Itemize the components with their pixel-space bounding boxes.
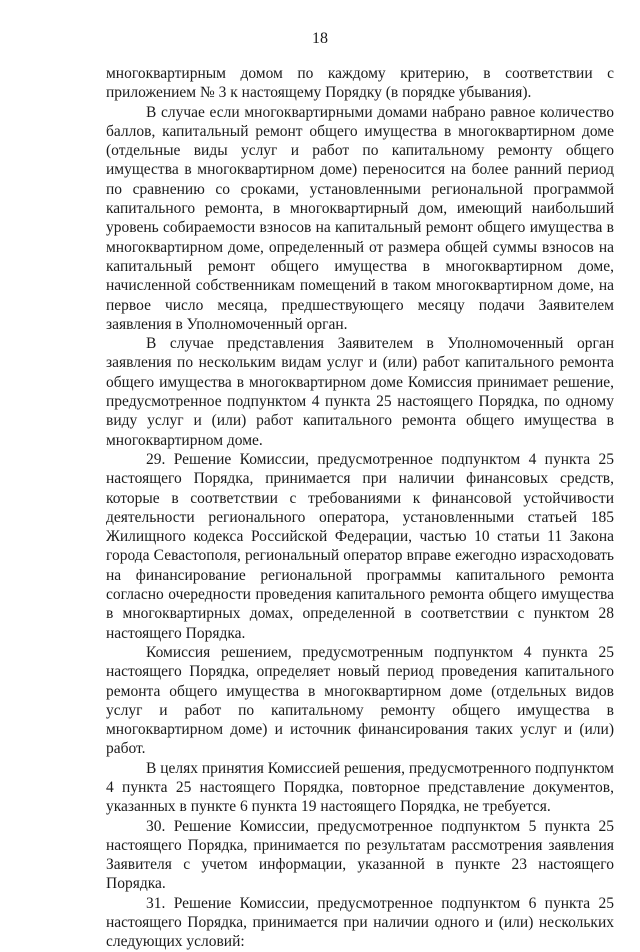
- paragraph-multiple-works-rule: В случае представления Заявителем в Уполномоченный орган заявления по нескольким видам услуг и (или) работ капитального ремонта общего имущества в многоквартирном доме Комиссия принимает решение, предусмотренное подпунктом 4 пункта 25 настоящего Порядка, по одному виду услуг и (или) работ капитального ремонта общего имущества в многоквартирном доме.: [106, 335, 614, 449]
- paragraph-clause-31: 31. Решение Комиссии, предусмотренное подпунктом 6 пункта 25 настоящего Порядка, принимается при наличии одного и (или) нескольких следующих условий:: [106, 894, 614, 951]
- paragraph-no-resubmission: В целях принятия Комиссией решения, предусмотренного подпунктом 4 пункта 25 настоящего Порядка, повторное представление документов, указанных в пункте 6 пункта 19 настоящего Порядка, не требуется.: [106, 759, 614, 816]
- page-number: 18: [312, 30, 328, 47]
- document-body: [106, 64, 614, 952]
- paragraph-clause-29: 29. Решение Комиссии, предусмотренное подпунктом 4 пункта 25 настоящего Порядка, принимается при наличии финансовых средств, которые в соответствии с требованиями к финансовой устойчивости деятельности регионального оператора, установленными статьей 185 Жилищного кодекса Российской Федерации, частью 10 статьи 11 Закона города Севастополя, региональный оператор вправе ежегодно израсходовать на финансирование региональной программы капитального ремонта согласно очередности проведения капитального ремонта общего имущества в многоквартирных домах, определенной в соответствии с пунктом 28 настоящего Порядка.: [106, 450, 614, 642]
- paragraph-equal-score-rule: В случае если многоквартирными домами набрано равное количество баллов, капитальный ремонт общего имущества в многоквартирном доме (отдельные виды услуг и работ по капитальному ремонту общего имущества в многоквартирном доме) переносится на более ранний период по сравнению со сроками, установленными региональной программой капитального ремонта, в многоквартирный дом, имеющий наибольший уровень собираемости взносов на капитальный ремонт общего имущества в многоквартирном доме, определенный от размера общей суммы взносов на капитальный ремонт общего имущества в многоквартирном доме, начисленной собственникам помещений в таком многоквартирном доме, на первое число месяца, предшествующего месяцу подачи Заявителем заявления в Уполномоченный орган.: [106, 103, 614, 333]
- paragraph-commission-new-period: Комиссия решением, предусмотренным подпунктом 4 пункта 25 настоящего Порядка, определяет новый период проведения капитального ремонта общего имущества в многоквартирном доме (отдельных видов услуг и работ по капитальному ремонту общего имущества в многоквартирном доме) и источник финансирования таких услуг и (или) работ.: [106, 643, 614, 758]
- paragraph-continuation: многоквартирным домом по каждому критерию, в соответствии с приложением № 3 к настоящему Порядку (в порядке убывания).: [106, 65, 614, 102]
- paragraph-clause-30: 30. Решение Комиссии, предусмотренное подпунктом 5 пункта 25 настоящего Порядка, принимается по результатам рассмотрения заявления Заявителя с учетом информации, указанной в пункте 23 настоящего Порядка.: [106, 817, 614, 893]
